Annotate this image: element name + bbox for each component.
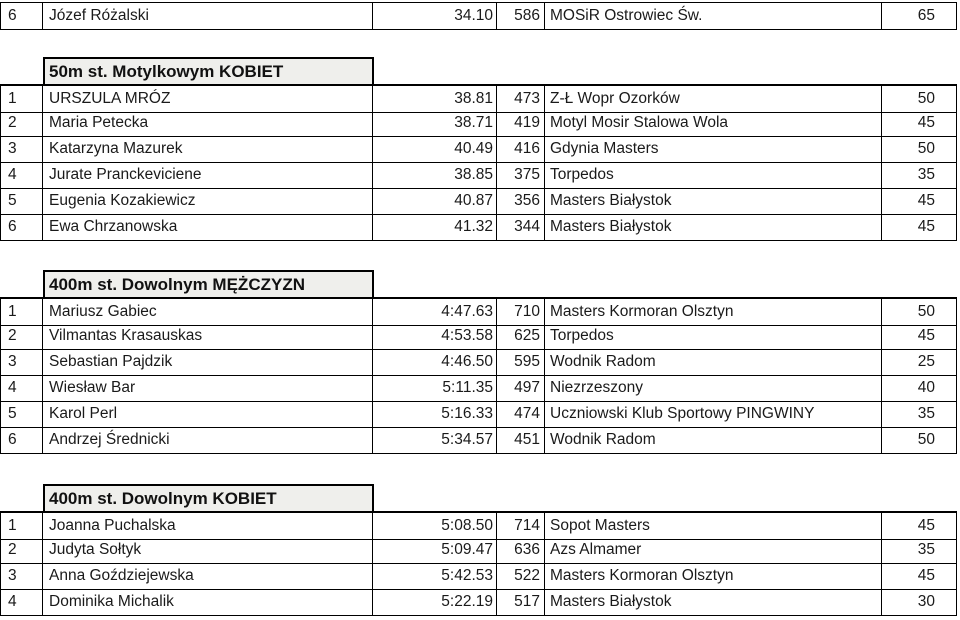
name-cell: Maria Petecka xyxy=(43,110,373,136)
time-cell: 5:22.19 xyxy=(373,589,497,615)
table-row xyxy=(0,349,957,376)
name-cell: Józef Różalski xyxy=(43,3,373,29)
name-cell: Karol Perl xyxy=(43,401,373,427)
time-cell: 4:47.63 xyxy=(373,299,497,325)
club-cell: Torpedos xyxy=(545,323,882,349)
time-cell: 40.87 xyxy=(373,188,497,214)
name-cell: Judyta Sołtyk xyxy=(43,537,373,563)
rank-cell: 6 xyxy=(0,214,43,240)
points-cell: 419 xyxy=(497,110,545,136)
table-row xyxy=(0,297,957,326)
table-row xyxy=(0,563,957,590)
club-cell: Z-Ł Wopr Ozorków xyxy=(545,86,882,112)
section-title: 50m st. Motylkowym KOBIET xyxy=(43,57,374,84)
name-cell: Joanna Puchalska xyxy=(43,513,373,539)
rank-cell: 3 xyxy=(0,136,43,162)
rank-cell: 4 xyxy=(0,589,43,615)
table-row xyxy=(0,401,957,428)
time-cell: 5:09.47 xyxy=(373,537,497,563)
club-cell: Masters Kormoran Olsztyn xyxy=(545,299,882,325)
score-cell: 30 xyxy=(882,589,957,615)
table-row xyxy=(0,375,957,402)
points-cell: 625 xyxy=(497,323,545,349)
name-cell: Katarzyna Mazurek xyxy=(43,136,373,162)
section-title: 400m st. Dowolnym KOBIET xyxy=(43,484,374,511)
time-cell: 38.71 xyxy=(373,110,497,136)
club-cell: Masters Białystok xyxy=(545,214,882,240)
table-row xyxy=(0,162,957,189)
table-row xyxy=(0,2,957,30)
score-cell: 35 xyxy=(882,401,957,427)
club-cell: Niezrzeszony xyxy=(545,375,882,401)
rank-cell: 2 xyxy=(0,323,43,349)
score-cell: 50 xyxy=(882,86,957,112)
club-cell: Azs Almamer xyxy=(545,537,882,563)
rank-cell: 3 xyxy=(0,349,43,375)
table-row xyxy=(0,323,957,350)
rank-cell: 4 xyxy=(0,375,43,401)
club-cell: Motyl Mosir Stalowa Wola xyxy=(545,110,882,136)
club-cell: Gdynia Masters xyxy=(545,136,882,162)
points-cell: 416 xyxy=(497,136,545,162)
club-cell: MOSiR Ostrowiec Św. xyxy=(545,3,882,29)
points-cell: 356 xyxy=(497,188,545,214)
section-title: 400m st. Dowolnym MĘŻCZYZN xyxy=(43,270,374,297)
rank-cell: 5 xyxy=(0,188,43,214)
table-row xyxy=(0,84,957,113)
score-cell: 45 xyxy=(882,214,957,240)
name-cell: Wiesław Bar xyxy=(43,375,373,401)
time-cell: 5:11.35 xyxy=(373,375,497,401)
time-cell: 41.32 xyxy=(373,214,497,240)
table-row xyxy=(0,188,957,215)
table-row xyxy=(0,136,957,163)
score-cell: 45 xyxy=(882,563,957,589)
score-cell: 45 xyxy=(882,110,957,136)
table-row xyxy=(0,589,957,616)
score-cell: 50 xyxy=(882,427,957,453)
points-cell: 710 xyxy=(497,299,545,325)
points-cell: 595 xyxy=(497,349,545,375)
time-cell: 34.10 xyxy=(373,3,497,29)
points-cell: 517 xyxy=(497,589,545,615)
club-cell: Torpedos xyxy=(545,162,882,188)
time-cell: 40.49 xyxy=(373,136,497,162)
score-cell: 50 xyxy=(882,136,957,162)
rank-cell: 2 xyxy=(0,537,43,563)
score-cell: 50 xyxy=(882,299,957,325)
points-cell: 344 xyxy=(497,214,545,240)
time-cell: 4:53.58 xyxy=(373,323,497,349)
score-cell: 25 xyxy=(882,349,957,375)
points-cell: 497 xyxy=(497,375,545,401)
score-cell: 35 xyxy=(882,162,957,188)
name-cell: Ewa Chrzanowska xyxy=(43,214,373,240)
name-cell: Anna Goździejewska xyxy=(43,563,373,589)
name-cell: URSZULA MRÓZ xyxy=(43,86,373,112)
club-cell: Wodnik Radom xyxy=(545,427,882,453)
score-cell: 45 xyxy=(882,323,957,349)
table-row xyxy=(0,537,957,564)
name-cell: Sebastian Pajdzik xyxy=(43,349,373,375)
time-cell: 5:16.33 xyxy=(373,401,497,427)
score-cell: 35 xyxy=(882,537,957,563)
rank-cell: 2 xyxy=(0,110,43,136)
club-cell: Masters Białystok xyxy=(545,188,882,214)
club-cell: Uczniowski Klub Sportowy PINGWINY xyxy=(545,401,882,427)
points-cell: 522 xyxy=(497,563,545,589)
points-cell: 375 xyxy=(497,162,545,188)
name-cell: Vilmantas Krasauskas xyxy=(43,323,373,349)
rank-cell: 5 xyxy=(0,401,43,427)
rank-cell: 1 xyxy=(0,299,43,325)
rank-cell: 6 xyxy=(0,427,43,453)
points-cell: 714 xyxy=(497,513,545,539)
club-cell: Masters Kormoran Olsztyn xyxy=(545,563,882,589)
table-row xyxy=(0,427,957,454)
rank-cell: 6 xyxy=(0,3,43,29)
club-cell: Masters Białystok xyxy=(545,589,882,615)
score-cell: 65 xyxy=(882,3,957,29)
table-row xyxy=(0,511,957,540)
points-cell: 473 xyxy=(497,86,545,112)
points-cell: 474 xyxy=(497,401,545,427)
score-cell: 45 xyxy=(882,188,957,214)
club-cell: Wodnik Radom xyxy=(545,349,882,375)
club-cell: Sopot Masters xyxy=(545,513,882,539)
rank-cell: 3 xyxy=(0,563,43,589)
time-cell: 38.81 xyxy=(373,86,497,112)
rank-cell: 1 xyxy=(0,86,43,112)
name-cell: Mariusz Gabiec xyxy=(43,299,373,325)
rank-cell: 1 xyxy=(0,513,43,539)
score-cell: 45 xyxy=(882,513,957,539)
table-row xyxy=(0,214,957,241)
table-row xyxy=(0,110,957,137)
time-cell: 5:34.57 xyxy=(373,427,497,453)
time-cell: 5:42.53 xyxy=(373,563,497,589)
name-cell: Andrzej Średnicki xyxy=(43,427,373,453)
time-cell: 4:46.50 xyxy=(373,349,497,375)
points-cell: 586 xyxy=(497,3,545,29)
name-cell: Eugenia Kozakiewicz xyxy=(43,188,373,214)
name-cell: Jurate Pranckeviciene xyxy=(43,162,373,188)
points-cell: 636 xyxy=(497,537,545,563)
rank-cell: 4 xyxy=(0,162,43,188)
name-cell: Dominika Michalik xyxy=(43,589,373,615)
points-cell: 451 xyxy=(497,427,545,453)
time-cell: 5:08.50 xyxy=(373,513,497,539)
score-cell: 40 xyxy=(882,375,957,401)
time-cell: 38.85 xyxy=(373,162,497,188)
